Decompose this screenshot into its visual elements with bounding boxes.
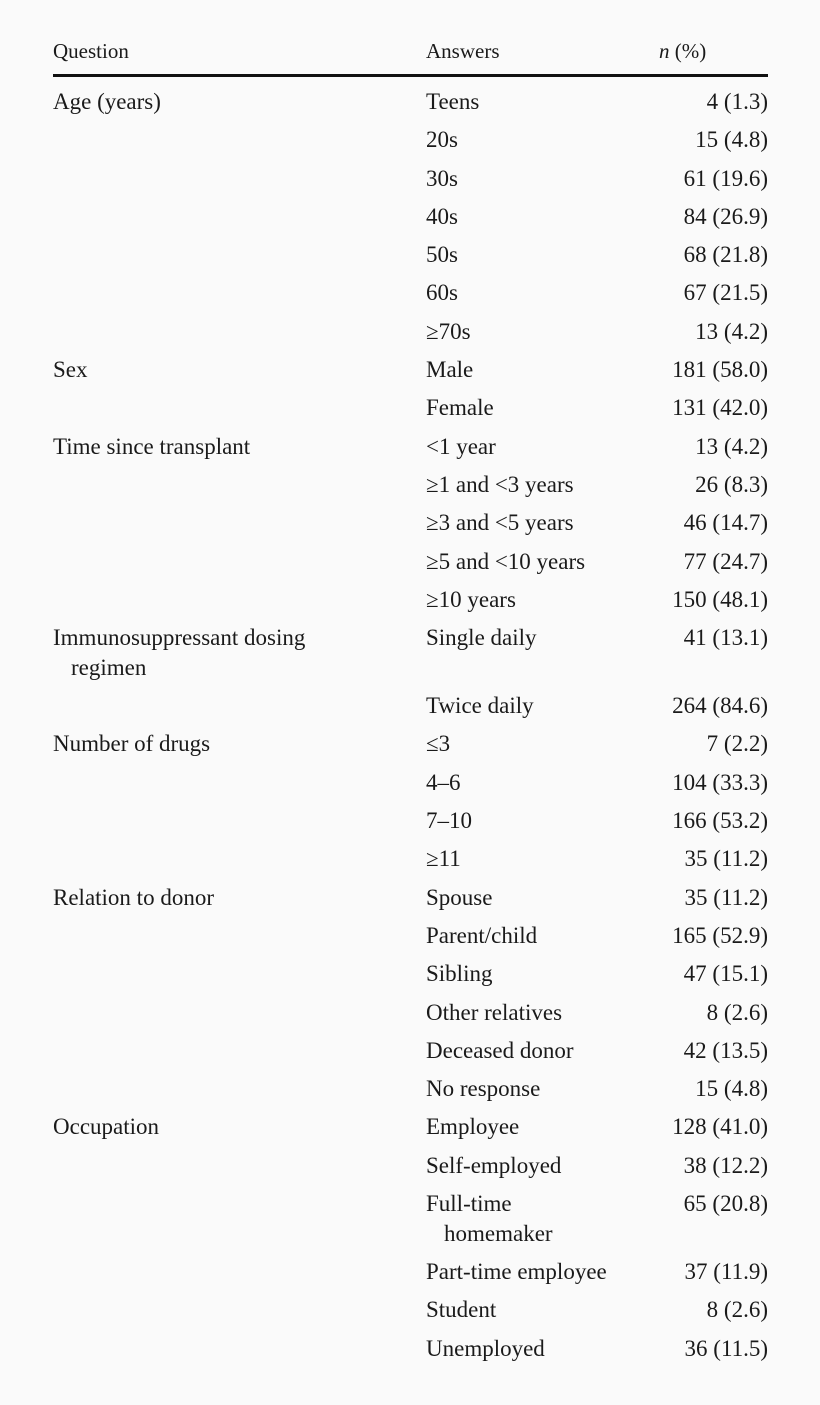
table-row [0, 547, 820, 585]
answer-text: Sibling [426, 961, 493, 987]
n-percent-cell: 42 (13.5) [683, 1037, 768, 1063]
n-percent-cell: 131 (42.0) [672, 395, 768, 421]
table-row [0, 729, 820, 767]
answer-cell [426, 87, 641, 117]
question-cell [53, 883, 383, 913]
question-text: Time since transplant [53, 433, 251, 459]
table-row [0, 87, 820, 125]
header-n: n [659, 39, 670, 63]
answer-text: Spouse [426, 884, 493, 910]
answer-cell [426, 278, 641, 308]
answer-cell [426, 1036, 641, 1066]
answer-cell [426, 164, 641, 194]
table-row [0, 240, 820, 278]
answer-cell [426, 470, 641, 500]
question-text: Immunosuppressant dosing [53, 625, 306, 651]
n-percent-cell: 4 (1.3) [706, 89, 768, 114]
answer-cell [426, 883, 641, 913]
question-text: Occupation [53, 1114, 160, 1140]
answer-cell [426, 355, 641, 385]
answer-cell [426, 623, 641, 653]
question-cell [53, 1112, 383, 1142]
header-answers: Answers [426, 39, 500, 63]
table-row [0, 691, 820, 729]
table-row [0, 998, 820, 1036]
table-row [0, 844, 820, 882]
table-row [0, 806, 820, 844]
table-row [0, 432, 820, 470]
table-body [0, 87, 820, 1372]
answer-cell [426, 729, 641, 759]
n-percent-cell: 84 (26.9) [683, 203, 768, 229]
answer-cell [426, 202, 641, 232]
answer-text: Other relatives [426, 999, 563, 1025]
answer-text: Unemployed [426, 1335, 545, 1361]
answer-text: Twice daily [426, 693, 534, 719]
answer-text: <1 year [426, 433, 496, 459]
table-row [0, 883, 820, 921]
header-rule [53, 74, 768, 77]
n-percent-cell: 8 (2.6) [706, 1297, 768, 1323]
table-row [0, 921, 820, 959]
n-percent-cell: 15 (4.8) [695, 1076, 768, 1102]
answer-text: homemaker [444, 1221, 553, 1247]
answer-cell [426, 768, 641, 798]
answer-cell [426, 1189, 641, 1249]
answer-cell [426, 1257, 641, 1287]
n-percent-cell: 47 (15.1) [683, 961, 768, 987]
answer-text: Self-employed [426, 1152, 562, 1178]
table-row [0, 164, 820, 202]
question-text: Sex [53, 357, 88, 383]
n-percent-cell: 65 (20.8) [683, 1191, 768, 1217]
answer-text: 60s [426, 280, 458, 306]
answer-text: Single daily [426, 625, 537, 651]
table-row [0, 1112, 820, 1150]
n-percent-cell: 7 (2.2) [706, 731, 768, 757]
n-percent-cell: 67 (21.5) [683, 280, 768, 306]
table-row [0, 1257, 820, 1295]
n-percent-cell: 13 (4.2) [695, 318, 768, 344]
answer-cell [426, 959, 641, 989]
answer-cell [426, 240, 641, 270]
table-row [0, 1036, 820, 1074]
answer-text: ≥1 and <3 years [426, 471, 574, 497]
header-question: Question [53, 39, 129, 63]
n-percent-cell: 104 (33.3) [672, 769, 768, 795]
question-text: Relation to donor [53, 884, 214, 910]
answer-cell [426, 1112, 641, 1142]
n-percent-cell: 46 (14.7) [683, 510, 768, 536]
answer-cell [426, 1151, 641, 1181]
question-cell [53, 432, 383, 462]
n-percent-cell: 38 (12.2) [683, 1152, 768, 1178]
n-percent-cell: 35 (11.2) [684, 846, 768, 872]
answer-cell [426, 998, 641, 1028]
table-row [0, 470, 820, 508]
answer-text: ≥3 and <5 years [426, 510, 574, 536]
n-percent-cell: 128 (41.0) [672, 1114, 768, 1140]
n-percent-cell: 35 (11.2) [684, 884, 768, 910]
table-row [0, 1151, 820, 1189]
table-row [0, 125, 820, 163]
answer-cell [426, 508, 641, 538]
answer-text: 20s [426, 127, 458, 153]
answer-text: 40s [426, 203, 458, 229]
table-row [0, 317, 820, 355]
table-header [0, 34, 820, 68]
table-row [0, 1189, 820, 1257]
answer-text: Full-time [426, 1191, 512, 1217]
answer-text: Male [426, 357, 474, 383]
question-cell [53, 87, 383, 117]
answer-cell [426, 1334, 641, 1364]
n-percent-cell: 26 (8.3) [695, 471, 768, 497]
answer-text: ≤3 [426, 731, 451, 757]
answer-cell [426, 547, 641, 577]
n-percent-cell: 41 (13.1) [683, 625, 768, 651]
table-row [0, 278, 820, 316]
table-row [0, 1295, 820, 1333]
answer-text: ≥10 years [426, 586, 516, 612]
answer-cell [426, 1295, 641, 1325]
header-percent: (%) [669, 39, 707, 63]
answer-cell [426, 1074, 641, 1104]
table-row [0, 508, 820, 546]
question-cell [53, 355, 383, 385]
answer-text: 4–6 [426, 769, 461, 795]
n-percent-cell: 181 (58.0) [672, 357, 768, 383]
answer-cell [426, 585, 641, 615]
answer-text: ≥70s [426, 318, 471, 344]
table-row [0, 1334, 820, 1372]
n-percent-cell: 68 (21.8) [683, 242, 768, 268]
n-percent-cell: 77 (24.7) [683, 548, 768, 574]
table-row [0, 1074, 820, 1112]
answer-text: 30s [426, 165, 458, 191]
table-row [0, 393, 820, 431]
n-percent-cell: 8 (2.6) [706, 999, 768, 1025]
table-row [0, 585, 820, 623]
question-cell [53, 623, 383, 683]
n-percent-cell: 37 (11.9) [684, 1259, 768, 1285]
n-percent-cell: 165 (52.9) [672, 922, 768, 948]
answer-text: ≥11 [426, 846, 461, 872]
answer-text: 7–10 [426, 808, 472, 834]
n-percent-cell: 61 (19.6) [683, 165, 768, 191]
answer-text: ≥5 and <10 years [426, 548, 586, 574]
answer-cell [426, 921, 641, 951]
table-row [0, 959, 820, 997]
question-text: Number of drugs [53, 731, 211, 757]
table-row [0, 355, 820, 393]
n-percent-cell: 36 (11.5) [684, 1335, 768, 1361]
question-cell [53, 729, 383, 759]
n-percent-cell: 15 (4.8) [695, 127, 768, 153]
n-percent-cell: 13 (4.2) [695, 433, 768, 459]
header-n-percent [659, 34, 706, 68]
answer-text: No response [426, 1076, 541, 1102]
n-percent-cell: 150 (48.1) [672, 586, 768, 612]
answer-text: Parent/child [426, 922, 538, 948]
answer-cell [426, 691, 641, 721]
answer-text: Female [426, 395, 494, 421]
question-text: regimen [71, 655, 147, 681]
answer-cell [426, 317, 641, 347]
answer-cell [426, 393, 641, 423]
answer-text: Employee [426, 1114, 520, 1140]
answer-text: Part-time employee [426, 1259, 607, 1285]
answer-text: Deceased donor [426, 1037, 574, 1063]
n-percent-cell: 264 (84.6) [672, 693, 768, 719]
n-percent-cell: 166 (53.2) [672, 808, 768, 834]
question-text: Age (years) [53, 89, 161, 114]
answer-cell [426, 125, 641, 155]
answer-cell [426, 432, 641, 462]
answer-text: Student [426, 1297, 497, 1323]
table-row [0, 202, 820, 240]
table-row [0, 623, 820, 691]
answer-text: 50s [426, 242, 458, 268]
answer-cell [426, 806, 641, 836]
answer-cell [426, 844, 641, 874]
answer-text: Teens [426, 89, 480, 114]
table-row [0, 768, 820, 806]
